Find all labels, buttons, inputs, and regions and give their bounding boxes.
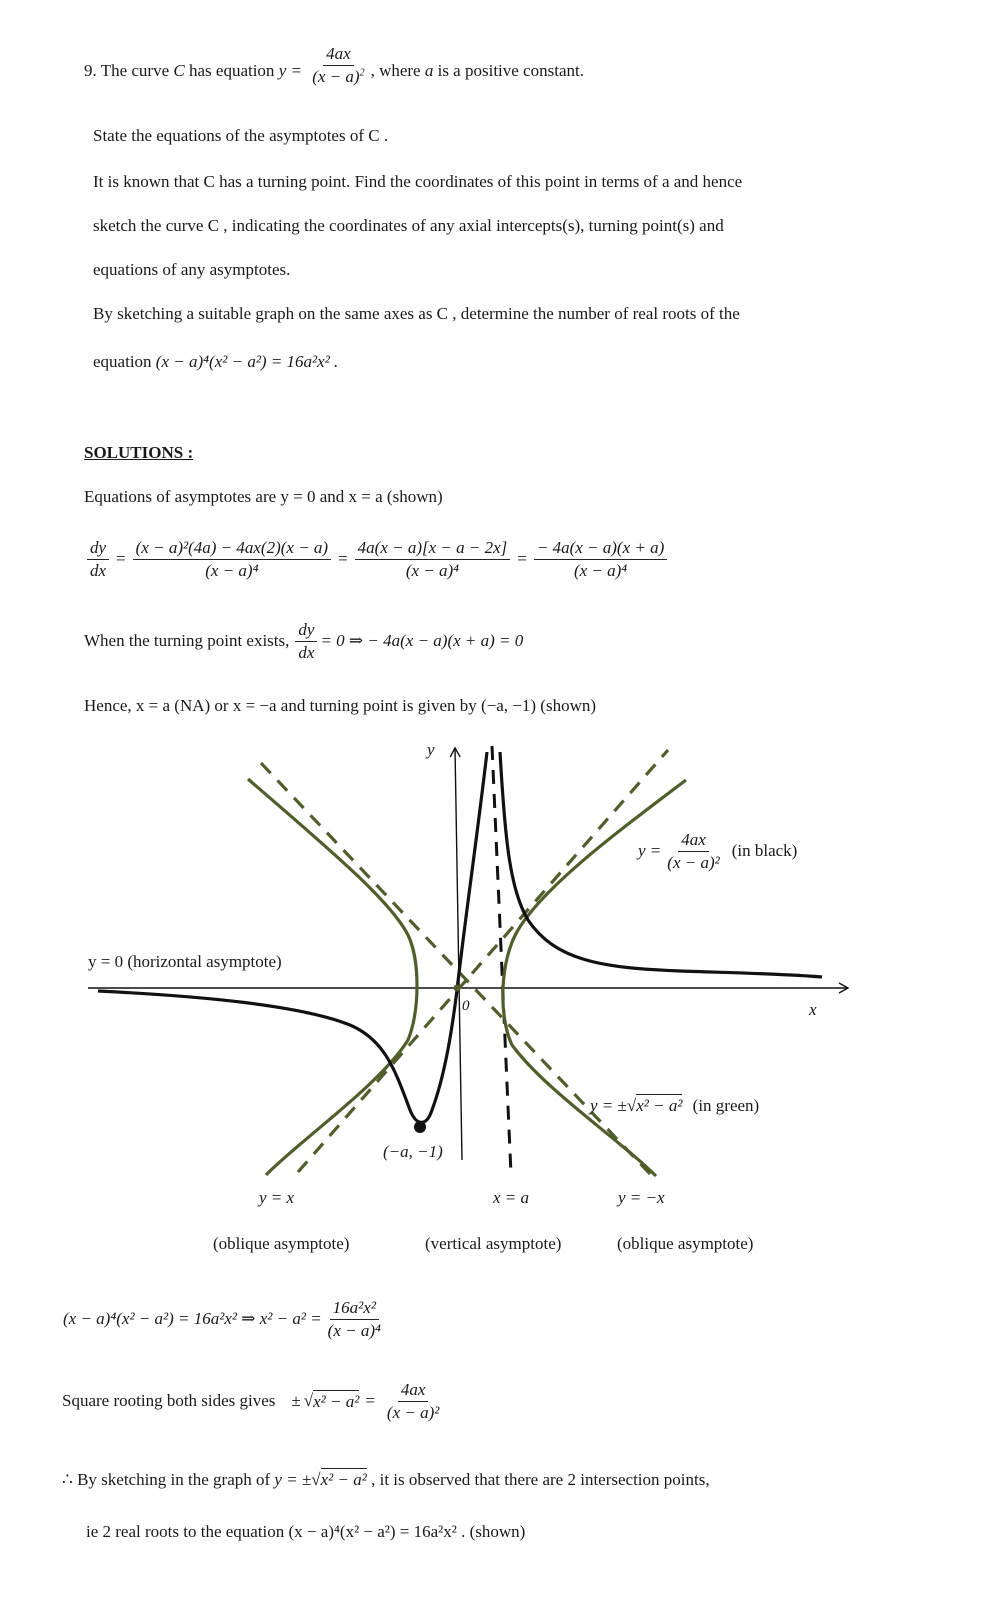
square-root-step: Square rooting both sides gives ± √ x² − a² = $\frac{4ax}{\text{(x − a)²}}$ (62, 1380, 440, 1422)
derivative-working: $\frac{dy}{dx}$ = $\frac{\text{(x − a)²(4a) − 4ax(2)(x − a)}}{\text{(x − a)⁴}}$ = $\frac{4a(x - a)[x - a - 2x]}{\text{(x − a)⁴}}$ = $\frac{- 4a(x - a)(x + a)}{\text{(x − a)⁴}}$ (84, 538, 670, 580)
vertical-asymptote-note: (vertical asymptote) (425, 1234, 562, 1253)
green-curve-legend: y = ±√x² − a² (in green) (590, 1096, 760, 1115)
vertical-asymptote-x-equals-a (492, 746, 511, 1174)
dy-dx-fraction: $\frac{dy}{dx}$ (87, 538, 109, 580)
asymptote-x-equals-a-label: x = a (493, 1188, 530, 1207)
origin-label: 0 (462, 998, 470, 1014)
black-curve-legend: y = $\frac{4ax}{\text{(x − a)²}}$ (in black) (638, 830, 798, 872)
turning-point-label: (−a, −1) (383, 1142, 443, 1161)
turning-point-result: Hence, x = a (NA) or x = −a and turning point is given by (−a, −1) (shown) (84, 696, 597, 715)
x-axis-label: x (809, 1000, 817, 1019)
black-curve-left-branch (98, 752, 487, 1122)
question-statement: 9. The curve C has equation y = $\frac{4ax}{(x - a)^2}$ , where a is a positive constant. (84, 44, 584, 86)
conclusion-line-1: ∴ By sketching in the graph of y = ±√x² − a² , it is observed that there are 2 intersection points, (62, 1470, 710, 1489)
derivative-step2: $\frac{4a(x - a)[x - a - 2x]}{\text{(x − a)⁴}}$ (355, 538, 511, 580)
y-axis-label: y (427, 740, 435, 759)
origin-marker (454, 985, 461, 992)
question-number: 9. (84, 60, 97, 80)
question-part-turning-line2: sketch the curve C , indicating the coordinates of any axial intercepts(s), turning point(s) and (93, 216, 724, 235)
question-part-turning-line1: It is known that C has a turning point. Find the coordinates of this point in terms of a and hence (93, 172, 743, 191)
turning-point-condition: When the turning point exists, $\frac{dy}{dx}$ = 0 ⇒ − 4a(x − a)(x + a) = 0 (84, 620, 524, 662)
derivative-step1: $\frac{\text{(x − a)²(4a) − 4ax(2)(x − a)}}{\text{(x − a)⁴}}$ (133, 538, 331, 580)
asymptote-y-equals-minus-x-label: y = −x (618, 1188, 665, 1207)
question-part-roots-line1: By sketching a suitable graph on the same axes as C , determine the number of real roots of the (93, 304, 740, 323)
asymptote-y-equals-x-label: y = x (259, 1188, 295, 1207)
oblique-asymptote-note-left: (oblique asymptote) (213, 1234, 350, 1253)
target-equation: (x − a)⁴(x² − a²) = 16a²x² . (155, 352, 339, 371)
curve-equation-fraction: $\frac{4ax}{(x - a)^2}$ (312, 44, 365, 86)
solutions-heading: SOLUTIONS : (84, 443, 194, 462)
derivative-step3: $\frac{- 4a(x - a)(x + a)}{\text{(x − a)⁴}}$ (534, 538, 667, 580)
oblique-asymptote-note-right: (oblique asymptote) (617, 1234, 754, 1253)
question-part-roots-line2: equation (x − a)⁴(x² − a²) = 16a²x² . (93, 352, 339, 371)
conclusion-line-2: ie 2 real roots to the equation (x − a)⁴(x² − a²) = 16a²x² . (shown) (86, 1522, 526, 1541)
asymptotes-answer: Equations of asymptotes are y = 0 and x = a (shown) (84, 487, 443, 506)
question-part-turning-line3: equations of any asymptotes. (93, 260, 291, 279)
horizontal-asymptote-label: y = 0 (horizontal asymptote) (88, 952, 282, 971)
question-part-asymptotes: State the equations of the asymptotes of C . (93, 126, 389, 145)
rearranged-equation: (x − a)⁴(x² − a²) = 16a²x² ⇒ x² − a² = $\frac{\text{16a²x²}}{\text{(x − a)⁴}}$ (63, 1298, 381, 1340)
turning-point-marker (414, 1121, 426, 1133)
